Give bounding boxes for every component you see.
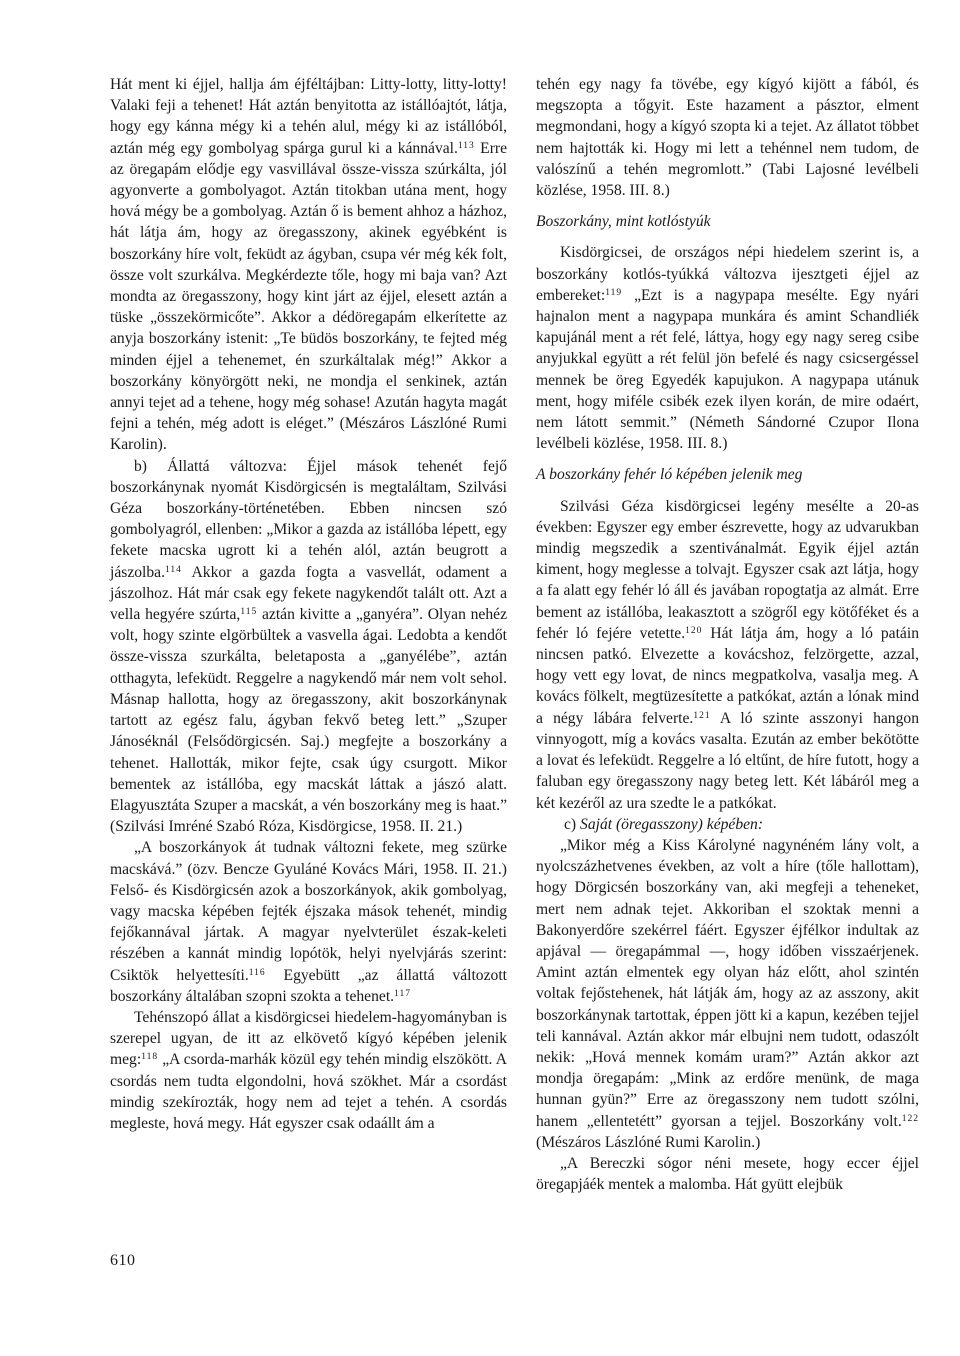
paragraph: tehén egy nagy fa tövébe, egy kígyó kijött a fából, és megszopta a tőgyit. Este hazament a pásztor, elment megmondani, hogy a kígyó szopta ki a tejet. Az állatot többet nem hajtották ki. Hogy mi lett a tehénnel nem tudom, de valószínű a tehén megromlott.” (Tabi Lajosné levélbeli közlése, 1958. III. 8.) xyxy=(536,76,919,200)
footnote-ref: 122 xyxy=(901,1113,919,1124)
footnote-ref: 121 xyxy=(693,710,711,721)
footnote-ref: 117 xyxy=(394,988,411,999)
footnote-ref: 119 xyxy=(605,287,623,298)
paragraph: „Mikor még a Kiss Károlyné nagynéném lány volt, a nyolcszázhetvenes években, az volt a híre (tőle hallottam), hogy Dörgicsén boszorkány van, aki megfeji a teheneket, mert nem adnak tejet. Akkoriban el szoktak menni a Bakonyerdőre szekérrel fáért. Egyszer éjfélkor indultak az apjával — öregapámmal —, hogy időben visszaérjenek. Amint aztán elmentek egy olyan ház előtt, ahol szintén voltak fejőstehenek, hát látják ám, hogy az az asszony, akit boszorkánynak tartottak, éppen jött ki a kapun, kezében tejjel teli kannával. Aztán akkor már elbujni nem tudott, odaszólt nekik: „Hová mennek komám uram?” Aztán akkor azt mondja öregapám: „Mink az erdőre menünk, de maga hunnan gyün?” Erre az öregasszony nem tudott szólni, hanem „ellentetétt” gyorsan a tejjel. Boszorkány volt.$^{122}$ (Mészáros Lászlóné Rumi Karolin.) xyxy=(536,836,919,1151)
subsection-heading: c) Saját (öregasszony) képében: xyxy=(564,815,764,833)
paragraph: b) Állattá változva: Éjjel mások tehenét fejő boszorkánynak nyomát Kisdörgicsén is megtaláltam, Szilvási Géza boszorkány-történetében. Ebben nincsen szó gombolyagról, ellenben: „Mikor a gazda az istállóba lépett, egy fekete macska ugrott ki a tehén alól, aztán beugrott a jászolba.$^{114}$ Akkor a gazda fogta a vasvellát, odament a jászolhoz. Hát már csak egy fekete nagykendőt talált ott. Azt a vella hegyére szúrta,$^{115}$ aztán kivitte a „ganyéra”. Olyan nehéz volt, hogy szinte elgörbültek a vasvella ágai. Ledobta a kendőt össze-vissza szurkálta, beletaposta a „ganyélébe”, aztán otthagyta, lefeküdt. Reggelre a nagykendő már nem volt sehol. Másnap hallotta, hogy az öregasszony, akit boszorkánynak tartott az egész falu, ágyban fekvő beteg lett.” „Szuper Jánoséknál (Felsődörgicsén. Saj.) megfejte a boszorkány a tehenet. Hallották, mikor fejte, csak úgy csurgott. Mikor bementek az istállóba, egy macskát láttak a jászó alatt. Elagyusztáta Szuper a macskát, a vén boszorkány meg is haat.” (Szilvási Imréné Szabó Róza, Kisdörgicse, 1958. II. 21.) xyxy=(110,457,507,836)
paragraph: Szilvási Géza kisdörgicsei legény mesélte a 20-as években: Egyszer egy ember észrevette, hogy az udvarukban mindig megszedik a szentivánalmát. Egyik éjjel aztán kiment, hogy meglesse a tolvajt. Egyszer csak azt látja, hogy a fa alatt egy fehér ló áll és javában ropogtatja az almát. Erre bement az istállóba, leakasztott a szögről egy kötőféket és a fehér ló fejére vetette.$^{120}$ Hát látja ám, hogy a ló patáin nincsen patkó. Elvezette a kovácshoz, felzörgette, azzal, hogy vett egy lovat, de nincs megpatkolva, vasalja meg. A kovács fölkelt, megtüzesítette a patkókat, aztán a lónak mind a négy lábára felverte.$^{121}$ A ló szinte asszonyi hangon vinnyogott, míg a kovács vasalta. Ezután az ember bekötötte a lovat és lefeküdt. Reggelre a ló eltűnt, de híre futott, hogy a faluban egy öregasszony nagy beteg lett. Két lábáról meg a két kezéről az ura szedte le a patkókat. xyxy=(536,497,919,812)
section-heading: A boszorkány fehér ló képében jelenik meg xyxy=(536,466,803,484)
page-number: 610 xyxy=(110,1252,136,1269)
footnote-ref: 113 xyxy=(457,140,475,151)
paragraph: „A Bereczki sógor néni mesete, hogy eccer éjjel öregapjáék mentek a malomba. Hát gyütt elejbük xyxy=(536,1154,919,1194)
section-heading: Boszorkány, mint kotlóstyúk xyxy=(536,213,711,231)
right-column xyxy=(536,74,919,1195)
footnote-ref: 114 xyxy=(165,564,182,575)
footnote-ref: 120 xyxy=(685,625,703,636)
footnote-ref: 116 xyxy=(248,967,266,978)
footnote-ref: 118 xyxy=(141,1052,159,1063)
left-column xyxy=(110,74,507,1134)
footnote-ref: 115 xyxy=(240,607,258,618)
paragraph: Tehénszopó állat a kisdörgicsei hiedelem-hagyományban is szerepel ugyan, de itt az elkövető kígyó képében jelenik meg:$^{118}$ „A csorda-marhák közül egy tehén mindig elszökött. A csordás nem tudta elgondolni, hová szökhet. Már a csordást mindig szekírozták, hogy nem ad tejet a tehén. A csordás megleste, hová megy. Hát egyszer csak odaállt ám a xyxy=(110,1008,507,1132)
paragraph: Hát ment ki éjjel, hallja ám éjféltájban: Litty-lotty, litty-lotty! Valaki feji a tehenet! Hát aztán benyitotta az istállóajtót, látja, hogy egy kánna mégy ki a tehén alul, mégy ki az istállóból, aztán még egy gombolyag spárga gurul ki a kánnával.$^{113}$ Erre az öregapám elődje egy vasvillával össze-vissza szúrkálta, jól agyonverte a gombolyagot. Aztán titokban utána ment, hogy hová mégy be a gombolyag. Aztán ő is bement ahhoz a házhoz, hát látja ám, hogy az öregasszony, akinek egyébként is boszorkány híre volt, feküdt az ágyban, csupa vér még kék folt, össze volt szurkálva. Megkérdezte tőle, hogy mi baja van? Azt mondta az öregasszony, hogy kint járt az éjjel, elesett aztán a tüske „összekörmicőte”. Akkor a dédöregapám elkerítette az anyja boszorkány istenit: „Te büdös boszorkány, te fejted még minden éjjel a tehenemet, én szurkáltalak még!” Akkor a boszorkány könyörgött neki, ne mondja el senkinek, aztán annyi tejet ad a tehene, hogy még sohase! Azután hagyta magát fejni a tehén, még adott is eléget.” (Mészáros Lászlóné Rumi Karolin). xyxy=(110,76,508,454)
paragraph: „A boszorkányok át tudnak változni fekete, meg szürke macskává.” (özv. Bencze Gyuláné Kovács Mári, 1958. II. 21.) Felső- és Kisdörgicsén azok a boszorkányok, akik gombolyag, vagy macska képében fejték éjszaka mások tehenét, mindig fejőkannával jártak. A magyar nyelvterület észak-keleti részében a kannát mindig lopótök, helyi nyelvjárás szerint: Csiktök helyettesíti.$^{116}$ Egyebütt „az állattá változott boszorkány általában szopni szokta a tehenet.$^{117}$ xyxy=(110,839,507,1005)
paragraph: Kisdörgicsei, de országos népi hiedelem szerint is, a boszorkány kotlós-tyúkká változva ijesztgeti éjjel az embereket:$^{119}$ „Ezt is a nagypapa mesélte. Egy nyári hajnalon ment a nagypapa munkára és amint Schandliék kapujánál ment a rét felé, láttya, hogy egy nagy sereg csibe anyjukkal együtt a rét felül jön befelé és nagy csicsergéssel mennek be öreg Egyedék kapujukon. A nagypapa utánuk ment, hogy miféle csibék ezek ilyen korán, de mire odaért, nem látott semmit.” (Németh Sándorné Czupor Ilona levélbeli közlése, 1958. III. 8.) xyxy=(536,244,919,453)
